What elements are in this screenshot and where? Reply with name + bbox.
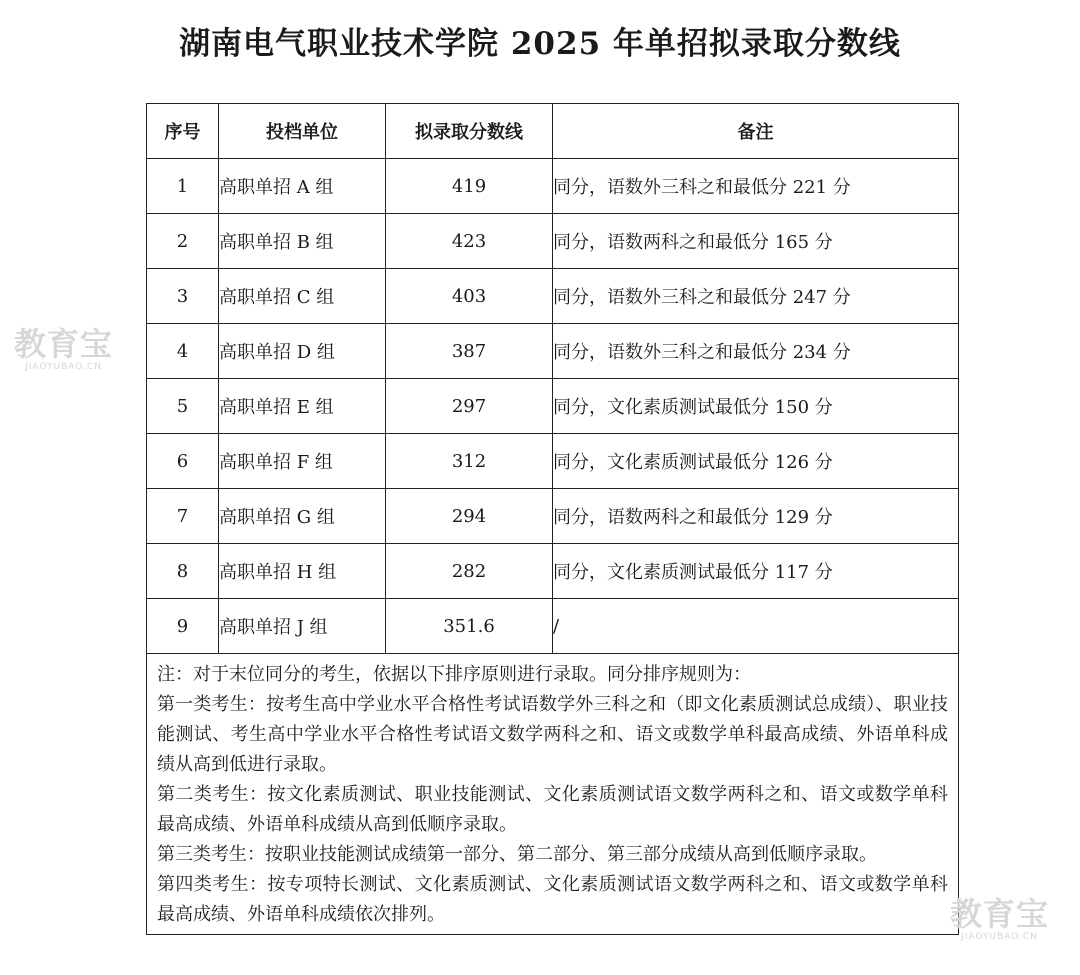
table-row bbox=[147, 544, 959, 599]
notes-category-1: 第一类考生：按考生高中学业水平合格性考试语数学外三科之和（即文化素质测试总成绩）、职业技能测试、考生高中学业水平合格性考试语文数学两科之和、语文或数学单科最高成绩、外语单科成绩从高到低进行录取。 bbox=[157, 694, 948, 775]
row-score: 294 bbox=[386, 489, 553, 544]
notes-cell bbox=[147, 654, 959, 935]
row-number: 5 bbox=[147, 379, 219, 434]
row-unit: 高职单招 B 组 bbox=[219, 214, 386, 269]
row-number: 4 bbox=[147, 324, 219, 379]
notes-row bbox=[147, 654, 959, 935]
row-number: 9 bbox=[147, 599, 219, 654]
notes-category-4: 第四类考生：按专项特长测试、文化素质测试、文化素质测试语文数学两科之和、语文或数学单科最高成绩、外语单科成绩依次排列。 bbox=[157, 874, 948, 925]
table-row bbox=[147, 379, 959, 434]
row-unit: 高职单招 C 组 bbox=[219, 269, 386, 324]
row-number: 6 bbox=[147, 434, 219, 489]
table-row bbox=[147, 214, 959, 269]
row-note: 同分，语数两科之和最低分 129 分 bbox=[553, 489, 959, 544]
row-note: 同分，语数两科之和最低分 165 分 bbox=[553, 214, 959, 269]
column-header-unit: 投档单位 bbox=[219, 104, 386, 159]
row-number: 2 bbox=[147, 214, 219, 269]
table-row bbox=[147, 434, 959, 489]
table-row bbox=[147, 269, 959, 324]
row-score: 387 bbox=[386, 324, 553, 379]
row-note: 同分，文化素质测试最低分 117 分 bbox=[553, 544, 959, 599]
notes-category-2: 第二类考生：按文化素质测试、职业技能测试、文化素质测试语文数学两科之和、语文或数学单科最高成绩、外语单科成绩从高到低顺序录取。 bbox=[157, 784, 948, 835]
watermark-text: 教育宝 bbox=[14, 325, 114, 363]
column-header-score: 拟录取分数线 bbox=[386, 104, 553, 159]
row-number: 8 bbox=[147, 544, 219, 599]
watermark-text: 教育宝 bbox=[950, 895, 1050, 933]
row-note: 同分，文化素质测试最低分 150 分 bbox=[553, 379, 959, 434]
row-unit: 高职单招 G 组 bbox=[219, 489, 386, 544]
score-table bbox=[146, 103, 959, 935]
row-unit: 高职单招 D 组 bbox=[219, 324, 386, 379]
row-unit: 高职单招 E 组 bbox=[219, 379, 386, 434]
row-score: 423 bbox=[386, 214, 553, 269]
row-note: 同分，语数外三科之和最低分 234 分 bbox=[553, 324, 959, 379]
row-number: 3 bbox=[147, 269, 219, 324]
row-score: 312 bbox=[386, 434, 553, 489]
table-row bbox=[147, 159, 959, 214]
row-score: 403 bbox=[386, 269, 553, 324]
row-number: 1 bbox=[147, 159, 219, 214]
row-score: 282 bbox=[386, 544, 553, 599]
column-header-note: 备注 bbox=[553, 104, 959, 159]
row-note: / bbox=[553, 599, 959, 654]
table-row bbox=[147, 489, 959, 544]
row-unit: 高职单招 A 组 bbox=[219, 159, 386, 214]
notes-category-3: 第三类考生：按职业技能测试成绩第一部分、第二部分、第三部分成绩从高到低顺序录取。 bbox=[157, 844, 877, 865]
row-score: 297 bbox=[386, 379, 553, 434]
table-header-row bbox=[147, 104, 959, 159]
watermark-domain: JIAOYUBAO.CN bbox=[961, 932, 1038, 942]
row-unit: 高职单招 J 组 bbox=[219, 599, 386, 654]
row-note: 同分，语数外三科之和最低分 247 分 bbox=[553, 269, 959, 324]
watermark-domain: JIAOYUBAO.CN bbox=[25, 362, 102, 372]
table-row bbox=[147, 324, 959, 379]
row-note: 同分，语数外三科之和最低分 221 分 bbox=[553, 159, 959, 214]
watermark-logo-left bbox=[14, 327, 113, 373]
row-number: 7 bbox=[147, 489, 219, 544]
row-note: 同分，文化素质测试最低分 126 分 bbox=[553, 434, 959, 489]
row-unit: 高职单招 F 组 bbox=[219, 434, 386, 489]
page-title: 湖南电气职业技术学院 2025 年单招拟录取分数线 bbox=[179, 26, 901, 62]
row-score: 351.6 bbox=[386, 599, 553, 654]
row-unit: 高职单招 H 组 bbox=[219, 544, 386, 599]
table-row bbox=[147, 599, 959, 654]
row-score: 419 bbox=[386, 159, 553, 214]
column-header-no: 序号 bbox=[147, 104, 219, 159]
notes-intro: 注：对于末位同分的考生，依据以下排序原则进行录取。同分排序规则为： bbox=[157, 664, 751, 685]
watermark-logo-right bbox=[950, 897, 1049, 943]
